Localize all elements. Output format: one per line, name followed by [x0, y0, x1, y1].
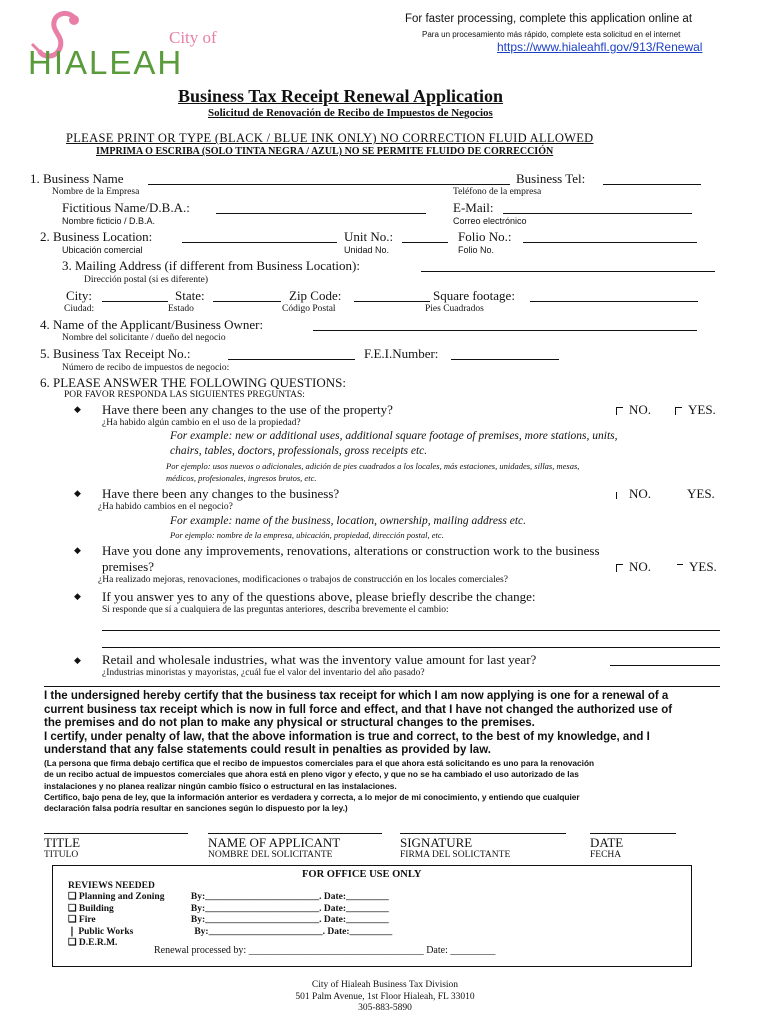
checkbox-icon — [675, 407, 682, 415]
page-subtitle: Solicitud de Renovación de Recibo de Impuestos de Negocios — [208, 107, 493, 119]
instructions-en: PLEASE PRINT OR TYPE (BLACK / BLUE INK ONLY) NO CORRECTION FLUID ALLOWED — [66, 131, 594, 145]
city-field[interactable] — [102, 301, 168, 302]
certify-divider — [44, 686, 720, 687]
footer-line: 305-883-5890 — [358, 1003, 412, 1013]
mailing-field[interactable] — [421, 271, 715, 272]
q1-text: Have there been any changes to the use of the property? — [102, 402, 393, 417]
q4-es: Si responde que sí a cualquiera de las preguntas anteriores, describa brevemente el cambio: — [102, 605, 449, 615]
checkbox-icon — [677, 564, 683, 566]
online-note-es: Para un procesamiento más rápido, complete esta solicitud en el internet — [422, 30, 681, 39]
city-es: Ciudad: — [64, 304, 95, 314]
review-label: Planning and Zoning — [78, 892, 165, 902]
review-date[interactable]: Date:_________ — [323, 903, 389, 914]
checkbox-icon — [616, 492, 623, 499]
fein-field[interactable] — [451, 359, 559, 360]
business-name-label: 1. Business Name — [30, 171, 124, 186]
q4-answer-line-1[interactable] — [102, 630, 720, 631]
review-date[interactable]: Date:_________ — [323, 892, 389, 902]
city-label: City: — [66, 288, 93, 303]
review-label: Public Works — [78, 926, 134, 937]
receipt-field[interactable] — [228, 359, 355, 360]
instructions-es: IMPRIMA O ESCRIBA (SOLO TINTA NEGRA / AZUL) NO SE PERMITE FLUIDO DE CORRECCIÓN — [96, 146, 554, 157]
city-logo — [24, 8, 234, 80]
review-row — [68, 915, 392, 927]
logo-hialeah: HIALEAH — [28, 44, 184, 81]
sqft-field[interactable] — [530, 301, 698, 302]
review-row — [68, 927, 392, 939]
certify-es-line: (La persona que firma debajo certifica que el recibo de impuestos comerciales para el que ahora está solicitando es uno para la renovación — [44, 758, 595, 768]
review-rows — [68, 892, 392, 950]
q4-answer-line-2[interactable] — [102, 647, 720, 648]
date-field[interactable] — [590, 833, 676, 834]
bullet-icon: ◆ — [74, 545, 81, 555]
title-label: TITLE — [44, 835, 81, 850]
signature-label: SIGNATURE — [400, 835, 473, 850]
state-es: Estado — [168, 304, 194, 314]
q1-yes[interactable] — [675, 402, 716, 418]
applicant-label: 4. Name of the Applicant/Business Owner: — [40, 317, 264, 332]
state-field[interactable] — [213, 301, 281, 302]
fein-label: F.E.I.Number: — [364, 346, 439, 361]
page-title: Business Tax Receipt Renewal Application — [178, 86, 504, 106]
checkbox-icon — [616, 407, 623, 415]
review-date[interactable]: Date:_________ — [327, 926, 393, 937]
title-field[interactable] — [44, 833, 188, 834]
receipt-es: Número de recibo de impuestos de negocio: — [62, 363, 230, 373]
applicant-field[interactable] — [313, 330, 697, 331]
certify-es-line: instalaciones y no planea realizar ningún cambio físico o estructural en las instalaciones. — [44, 780, 397, 791]
renewal-processed[interactable]: Renewal processed by: ___________________________________ Date: _________ — [154, 945, 496, 956]
review-by[interactable]: By:________________________. — [190, 903, 322, 914]
dba-label: Fictitious Name/D.B.A.: — [62, 200, 190, 215]
q4-text: If you answer yes to any of the questions above, please briefly describe the change: — [102, 589, 536, 604]
checkbox-icon[interactable]: ❏ — [68, 903, 77, 914]
signature-field[interactable] — [400, 833, 566, 834]
unit-label: Unit No.: — [344, 229, 394, 244]
review-by[interactable]: By:________________________. — [194, 926, 325, 937]
q3-no[interactable] — [616, 559, 651, 575]
state-label: State: — [175, 288, 205, 303]
signature-es: FIRMA DEL SOLICTANTE — [400, 850, 511, 860]
q1-example-es-2: médicos, profesionales, ingresos brutos, etc. — [166, 473, 317, 483]
q5-text: Retail and wholesale industries, what was the inventory value amount for last year? — [102, 652, 537, 667]
q1-es: ¿Ha habido algún cambio en el uso de la propiedad? — [102, 418, 301, 428]
review-label: Fire — [78, 915, 96, 925]
q1-no-label: NO. — [629, 402, 652, 417]
q3-text-a: Have you done any improvements, renovations, alterations or construction work to the business — [102, 543, 600, 558]
q2-example: For example: name of the business, location, ownership, mailing address etc. — [170, 515, 527, 527]
checkbox-icon[interactable]: ❏ — [68, 892, 77, 902]
dba-es: Nombre ficticio / D.B.A. — [62, 216, 156, 226]
checkbox-icon[interactable]: ❘ — [68, 926, 76, 937]
questions-heading: 6. PLEASE ANSWER THE FOLLOWING QUESTIONS: — [40, 375, 346, 390]
email-label: E-Mail: — [453, 200, 494, 215]
logo-city-of: City of — [169, 28, 217, 47]
sqft-es: Pies Cuadrados — [425, 304, 484, 314]
q2-yes[interactable] — [687, 486, 715, 502]
certify-line: current business tax receipt which is now in full force and effect, and that I have not changed the authorized use of — [44, 703, 673, 716]
review-row — [68, 904, 392, 916]
q1-no[interactable] — [616, 402, 651, 418]
name-label: NAME OF APPLICANT — [208, 835, 341, 850]
certify-block-es — [44, 758, 594, 814]
location-es: Ubicación comercial — [62, 245, 143, 255]
bullet-icon: ◆ — [74, 404, 81, 414]
zip-field[interactable] — [354, 301, 430, 302]
title-es: TITULO — [44, 850, 79, 860]
date-es: FECHA — [590, 850, 622, 860]
q2-yes-label: YES. — [687, 486, 715, 501]
certify-line: I the undersigned hereby certify that the business tax receipt for which I am now applying is one for a renewal of a — [44, 690, 669, 702]
location-field[interactable] — [182, 242, 337, 243]
name-field[interactable] — [208, 833, 382, 834]
q1-example-es-1: Por ejemplo: usos nuevos o adicionales, adición de pies cuadrados a los locales, más estaciones, unidades, sillas, mesas, — [166, 461, 580, 471]
receipt-label: 5. Business Tax Receipt No.: — [40, 346, 191, 361]
review-by[interactable]: By:________________________. — [190, 892, 322, 902]
reviews-heading: REVIEWS NEEDED — [68, 881, 155, 891]
applicant-es: Nombre del solicitante / dueño del negocio — [62, 333, 226, 343]
folio-es: Folio No. — [458, 245, 495, 255]
certify-es-line: Certifico, bajo pena de ley, que la información anterior es verdadera y correcta, a lo mejor de mi conocimiento, y entiendo que cualquier — [44, 791, 580, 802]
review-by[interactable]: By:________________________. — [190, 915, 322, 925]
checkbox-icon[interactable]: ❏ — [68, 938, 77, 948]
business-tel-field[interactable] — [603, 184, 701, 185]
certify-line: I certify, under penalty of law, that the above information is true and correct, to the best of my knowledge, and I — [44, 730, 650, 743]
business-name-field[interactable] — [148, 184, 510, 185]
online-note-en: For faster processing, complete this application online at — [405, 13, 693, 25]
bullet-icon: ◆ — [74, 655, 81, 665]
q3-text-b: premises? — [102, 559, 154, 574]
business-tel-label: Business Tel: — [516, 171, 586, 186]
renewal-link[interactable]: https://www.hialeahfl.gov/913/Renewal — [497, 40, 703, 54]
q1-example-1: For example: new or additional uses, additional square footage of premises, more stations, units, — [170, 430, 618, 442]
q3-es: ¿Ha realizado mejoras, renovaciones, modificaciones o trabajos de construcción en los locales comerciales? — [98, 575, 508, 585]
certify-es-line: declaración falsa podría resultar en sanciones según lo dispuesto por la ley.) — [44, 803, 348, 814]
date-label: DATE — [590, 835, 624, 850]
unit-field[interactable] — [402, 242, 448, 243]
checkbox-icon[interactable]: ❏ — [68, 915, 77, 925]
folio-label: Folio No.: — [458, 229, 512, 244]
q2-text: Have there been any changes to the business? — [102, 486, 340, 501]
email-field[interactable] — [503, 213, 692, 214]
zip-label: Zip Code: — [289, 288, 342, 303]
email-es: Correo electrónico — [453, 216, 527, 226]
footer-line: City of Hialeah Business Tax Division — [311, 980, 459, 990]
q2-example-es: Por ejemplo: nombre de la empresa, ubicación, propiedad, dirección postal, etc. — [170, 530, 444, 540]
name-es: NOMBRE DEL SOLICITANTE — [208, 850, 333, 860]
certify-line: understand that any false statements could result in penalties as provided by law. — [44, 744, 491, 756]
review-label: D.E.R.M. — [78, 938, 118, 948]
certify-es-line: de un recibo actual de impuestos comerciales que ahora está en pleno vigor y efecto, y que no se ha cambiado el uso autorizado de las — [44, 769, 579, 780]
q2-no[interactable] — [616, 486, 651, 502]
review-row — [68, 892, 392, 904]
bullet-icon: ◆ — [74, 591, 81, 601]
location-label: 2. Business Location: — [40, 229, 153, 244]
q1-yes-label: YES. — [688, 402, 716, 417]
q1-example-2: chairs, tables, doctors, professionals, gross receipts etc. — [170, 445, 428, 457]
business-tel-es: Teléfono de la empresa — [453, 187, 542, 197]
q2-es: ¿Ha habido cambios en el negocio? — [98, 502, 233, 512]
sqft-label: Square footage: — [433, 288, 515, 303]
unit-es: Unidad No. — [344, 245, 390, 255]
q5-field[interactable] — [610, 665, 720, 666]
q3-no-label: NO. — [629, 559, 652, 574]
office-heading: FOR OFFICE USE ONLY — [302, 869, 422, 880]
folio-field[interactable] — [523, 242, 697, 243]
checkbox-icon — [616, 564, 623, 572]
bullet-icon: ◆ — [74, 488, 81, 498]
questions-heading-es: POR FAVOR RESPONDA LAS SIGUIENTES PREGUNTAS: — [64, 390, 305, 400]
review-date[interactable]: Date:_________ — [323, 915, 389, 925]
review-label: Building — [78, 903, 114, 914]
footer — [0, 980, 770, 1015]
q3-yes[interactable] — [677, 559, 717, 575]
zip-es: Código Postal — [282, 304, 336, 314]
dba-field[interactable] — [216, 213, 426, 214]
mailing-es: Dirección postal (si es diferente) — [84, 275, 208, 285]
q3-yes-label: YES. — [689, 559, 717, 574]
q5-es: ¿Industrias minoristas y mayoristas, ¿cuál fue el valor del inventario del año pasado? — [102, 668, 425, 678]
business-name-es: Nombre de la Empresa — [52, 187, 140, 197]
footer-line: 501 Palm Avenue, 1st Floor Hialeah, FL 33010 — [295, 991, 475, 1002]
certify-line: the premises and do not plan to make any physical or structural changes to the premises. — [44, 717, 535, 729]
certify-block — [44, 690, 672, 758]
q2-no-label: NO. — [629, 486, 652, 501]
mailing-label: 3. Mailing Address (if different from Business Location): — [62, 258, 360, 273]
